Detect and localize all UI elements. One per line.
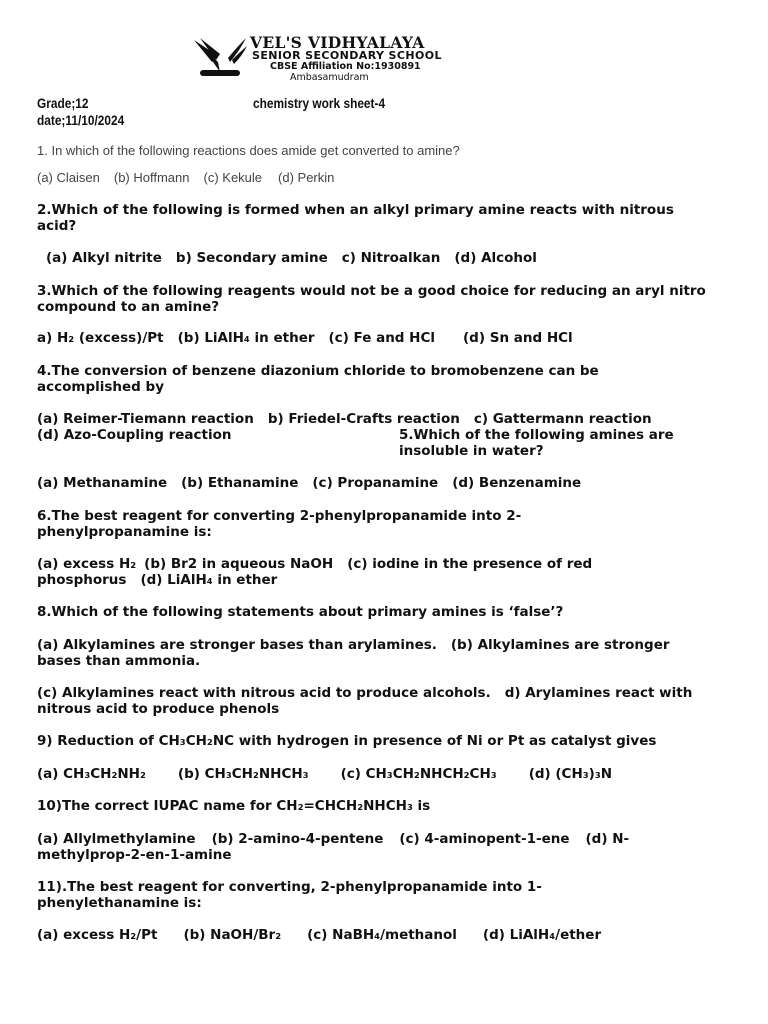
worksheet-title: chemistry work sheet-4 [253,96,386,111]
option: (d) LiAlH₄ in ether [140,572,278,588]
question-3-options [37,330,707,346]
option: (c) Kekule [203,170,263,185]
option: (c) Propanamine [312,475,439,491]
school-logo [192,36,248,80]
question-5-options [37,475,707,491]
question-9-options [37,766,707,782]
option: (b) Br2 in aqueous NaOH [144,556,334,572]
option: b) Friedel-Crafts reaction [267,411,460,427]
grade-label: Grade;12 [37,96,89,111]
question-11-options [37,927,707,943]
option: (d) (CH₃)₃N [528,766,613,782]
option: (c) Fe and HCl [328,330,436,346]
option: (a) Reimer-Tiemann reaction [37,411,254,427]
option: (d) LiAlH₄/ether [482,927,602,943]
option: c) Gattermann reaction [473,411,652,427]
option: (c) NaBH₄/methanol [307,927,457,943]
option: (a) excess H₂/Pt [37,927,158,943]
option: (c) Alkylamines react with nitrous acid to produce alcohols. [37,685,491,701]
date-label: date;11/10/2024 [37,113,125,128]
option: (a) Alkylamines are stronger bases than arylamines. [37,637,437,653]
option: (d) Benzenamine [452,475,582,491]
option: (c) iodine in the presence of red phosphorus [37,556,593,588]
question-8-options-cd [37,685,697,717]
option: (b) CH₃CH₂NHCH₃ [177,766,309,782]
option: (d) N-methylprop-2-en-1-amine [37,831,630,863]
option: (b) NaOH/Br₂ [183,927,282,943]
question-1-options [37,170,348,185]
school-name: VEL'S VIDHYALAYA [250,33,425,52]
option: (b) Hoffmann [113,170,190,185]
option: (b) Alkylamines are stronger bases than ammonia. [37,637,670,669]
question-3-text: 3.Which of the following reagents would not be a good choice for reducing an aryl nitro compound to an amine? [37,283,706,315]
question-10-options [37,831,677,863]
question-9-text: 9) Reduction of CH₃CH₂NC with hydrogen in presence of Ni or Pt as catalyst gives [37,733,657,749]
option: c) Nitroalkan [341,250,441,266]
question-2-options [46,250,716,266]
question-4-text: 4.The conversion of benzene diazonium chloride to bromobenzene can be accomplished by [37,363,599,395]
question-6-text: 6.The best reagent for converting 2-phenylpropanamide into 2-phenylpropanamine is: [37,508,522,540]
option: (a) Methanamine [37,475,168,491]
option: (a) Alkyl nitrite [46,250,162,266]
option: (d) Perkin [278,170,335,185]
option: (b) 2-amino-4-pentene [211,831,384,847]
school-subtitle: SENIOR SECONDARY SCHOOL [252,49,442,62]
option: d) Arylamines react with nitrous acid to produce phenols [37,685,693,717]
question-6-options [37,556,677,588]
question-8-text: 8.Which of the following statements about primary amines is ‘false’? [37,604,564,620]
question-4-option-d: (d) Azo-Coupling reaction [37,427,232,443]
option: (b) Ethanamine [181,475,299,491]
option: (c) CH₃CH₂NHCH₂CH₃ [340,766,497,782]
option: b) Secondary amine [175,250,328,266]
option: (a) excess H₂ [37,556,137,572]
question-2-text: 2.Which of the following is formed when an alkyl primary amine reacts with nitrous acid? [37,202,674,234]
question-10-text: 10)The correct IUPAC name for CH₂=CHCH₂NHCH₃ is [37,798,431,814]
option: (b) LiAlH₄ in ether [177,330,315,346]
option: a) H₂ (excess)/Pt [37,330,164,346]
option: (a) Allylmethylamine [37,831,196,847]
option: (a) Claisen [37,170,100,185]
question-4-options [37,411,707,427]
option: (c) 4-aminopent-1-ene [399,831,570,847]
option: (d) Sn and HCl [463,330,573,346]
question-8-options-ab [37,637,677,669]
question-5-text: 5.Which of the following amines are insoluble in water? [399,427,674,459]
school-town: Ambasamudram [290,72,369,83]
option: (a) CH₃CH₂NH₂ [37,766,146,782]
option: (d) Alcohol [454,250,537,266]
school-affiliation: CBSE Affiliation No:1930891 [270,61,421,72]
question-1-text: 1. In which of the following reactions does amide get converted to amine? [37,143,460,158]
question-11-text: 11).The best reagent for converting, 2-phenylpropanamide into 1-phenylethanamine is: [37,879,542,911]
